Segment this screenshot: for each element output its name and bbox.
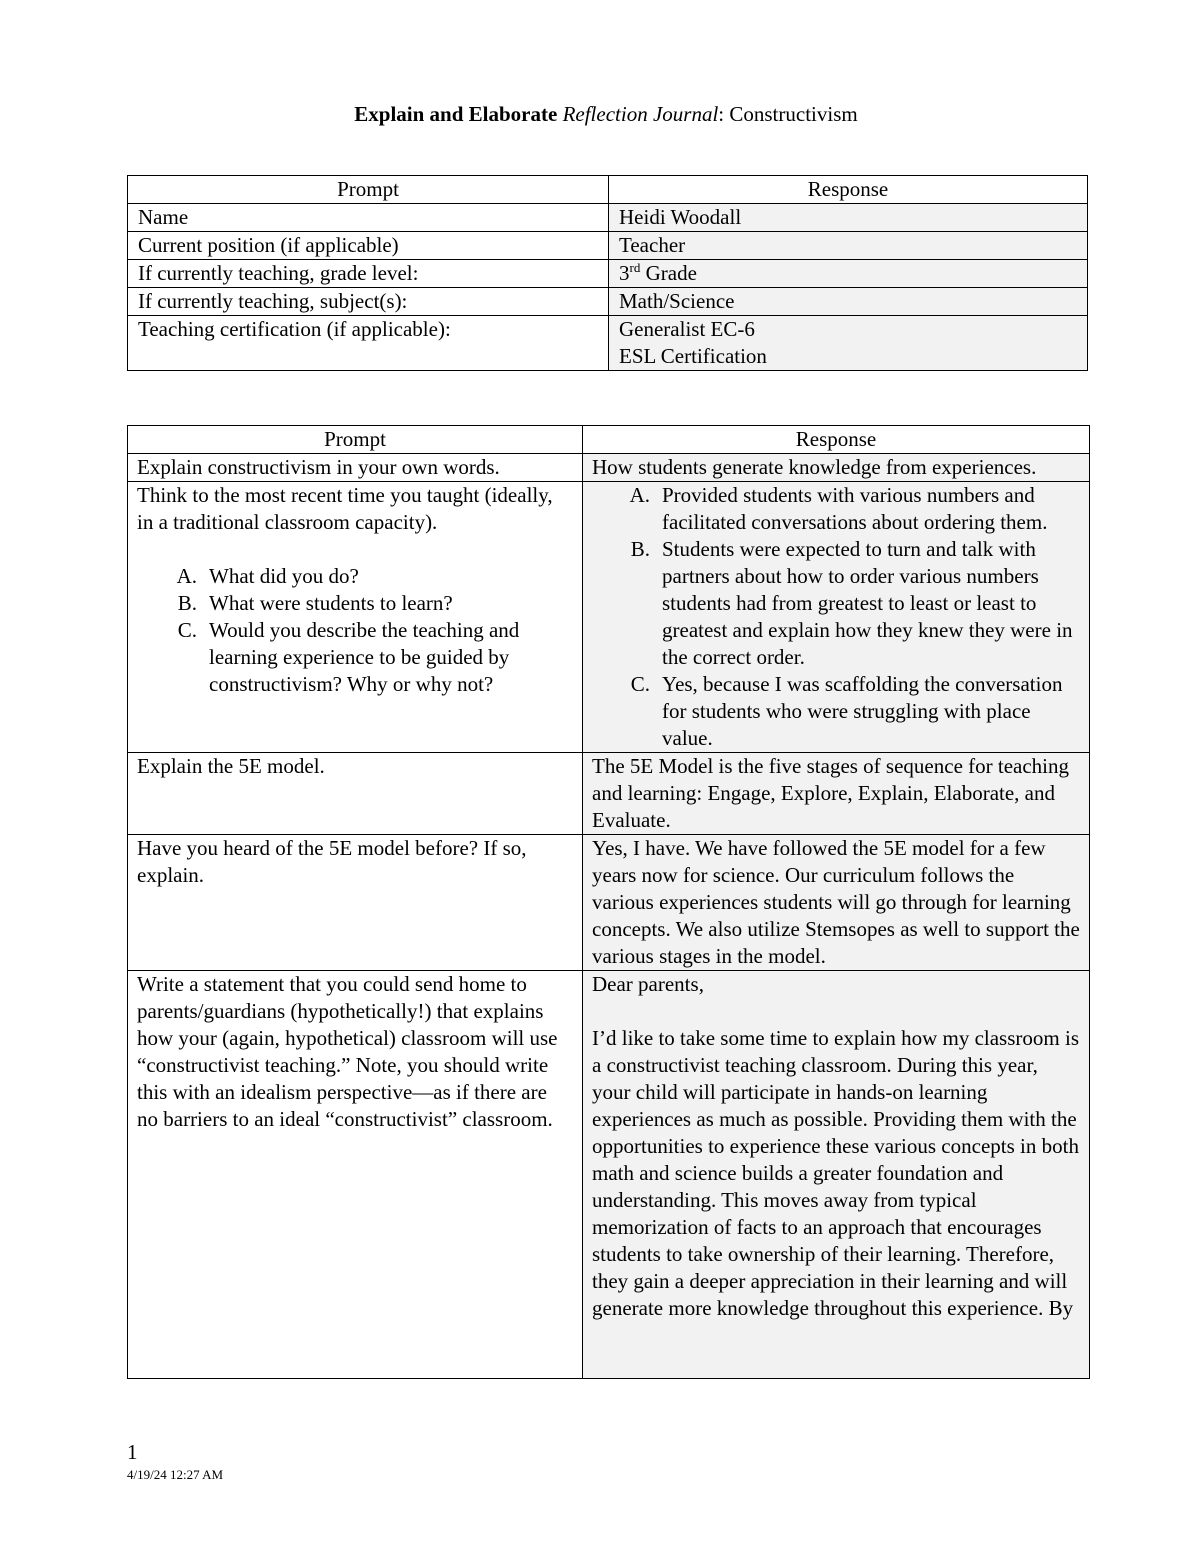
response-cell: Heidi Woodall bbox=[609, 204, 1088, 232]
title-bold: Explain and Elaborate bbox=[354, 102, 558, 126]
page-title bbox=[0, 100, 1200, 128]
grade-number: 3 bbox=[619, 261, 630, 285]
list-text: Yes, because I was scaffolding the conversation for students who were struggling with place value. bbox=[662, 672, 1063, 750]
certification-line: ESL Certification bbox=[619, 344, 767, 368]
reflection-table-header bbox=[128, 426, 1090, 454]
list-marker: B. bbox=[177, 591, 197, 615]
response-list bbox=[592, 482, 1080, 752]
print-timestamp: 4/19/24 12:27 AM bbox=[127, 1467, 224, 1482]
prompt-cell bbox=[128, 482, 583, 753]
prompt-cell: Explain constructivism in your own words. bbox=[128, 454, 583, 482]
table-row bbox=[128, 288, 1088, 316]
table-row bbox=[128, 204, 1088, 232]
list-item bbox=[137, 590, 573, 617]
grade-word: Grade bbox=[640, 261, 697, 285]
response-cell bbox=[609, 316, 1088, 371]
header-response: Response bbox=[609, 176, 1088, 204]
certification-line: Generalist EC-6 bbox=[619, 317, 755, 341]
list-marker: A. bbox=[629, 483, 650, 507]
list-text: Provided students with various numbers and facilitated conversations about ordering them. bbox=[662, 483, 1048, 534]
list-text: What did you do? bbox=[209, 564, 359, 588]
table-row bbox=[128, 232, 1088, 260]
prompt-cell: Have you heard of the 5E model before? If so, explain. bbox=[128, 835, 583, 971]
header-prompt: Prompt bbox=[128, 176, 609, 204]
table-row bbox=[128, 971, 1090, 1379]
grade-suffix: rd bbox=[629, 260, 641, 275]
prompt-cell: Write a statement that you could send home to parents/guardians (hypothetically!) that explains how your (again, hypothetical) classroom will use “constructivist teaching.” Note, you should write this with an idealism perspective—as if there are no barriers to an ideal “constructivist” classroom. bbox=[128, 971, 583, 1379]
list-marker: C. bbox=[630, 672, 650, 696]
reflection-table bbox=[127, 425, 1090, 1379]
response-cell: Math/Science bbox=[609, 288, 1088, 316]
list-item bbox=[592, 482, 1080, 536]
list-item bbox=[592, 536, 1080, 671]
table-row bbox=[128, 835, 1090, 971]
response-cell: The 5E Model is the five stages of sequence for teaching and learning: Engage, Explore, Explain, Elaborate, and Evaluate. bbox=[583, 753, 1090, 835]
header-response: Response bbox=[583, 426, 1090, 454]
title-rest: : Constructivism bbox=[718, 102, 858, 126]
prompt-cell: If currently teaching, grade level: bbox=[128, 260, 609, 288]
list-marker: B. bbox=[630, 537, 650, 561]
response-cell bbox=[583, 482, 1090, 753]
table-row bbox=[128, 454, 1090, 482]
letter-body: I’d like to take some time to explain how my classroom is a constructivist teaching classroom. During this year, your child will participate in hands-on learning experiences as much as possible. Providing them with the opportunities to experience these various concepts in both math and science builds a greater foundation and understanding. This moves away from typical memorization of facts to an approach that encourages students to take ownership of their learning. Therefore, they gain a deeper appreciation in their learning and will generate more knowledge throughout this experience. By bbox=[592, 1026, 1079, 1320]
list-item bbox=[137, 563, 573, 590]
response-cell bbox=[609, 260, 1088, 288]
prompt-cell: Current position (if applicable) bbox=[128, 232, 609, 260]
title-italic: Reflection Journal bbox=[562, 102, 719, 126]
prompt-intro: Think to the most recent time you taught (ideally, in a traditional classroom capacity). bbox=[137, 483, 553, 534]
header-prompt: Prompt bbox=[128, 426, 583, 454]
table-row bbox=[128, 316, 1088, 371]
list-item bbox=[592, 671, 1080, 752]
prompt-cell: Name bbox=[128, 204, 609, 232]
info-table bbox=[127, 175, 1088, 371]
letter-greeting: Dear parents, bbox=[592, 972, 704, 996]
prompt-cell: Explain the 5E model. bbox=[128, 753, 583, 835]
prompt-cell: Teaching certification (if applicable): bbox=[128, 316, 609, 371]
table-row bbox=[128, 482, 1090, 753]
info-table-header bbox=[128, 176, 1088, 204]
list-text: Students were expected to turn and talk with partners about how to order various numbers students had from greatest to least or least to greatest and explain how they knew they were in the correct order. bbox=[662, 537, 1073, 669]
list-item bbox=[137, 617, 573, 698]
prompt-cell: If currently teaching, subject(s): bbox=[128, 288, 609, 316]
table-row bbox=[128, 260, 1088, 288]
response-cell: Yes, I have. We have followed the 5E model for a few years now for science. Our curriculum follows the various experiences students will go through for learning concepts. We also utilize Stemsopes as well to support the various stages in the model. bbox=[583, 835, 1090, 971]
response-cell: Teacher bbox=[609, 232, 1088, 260]
page-number: 1 bbox=[127, 1440, 138, 1464]
list-text: What were students to learn? bbox=[209, 591, 453, 615]
response-cell bbox=[583, 971, 1090, 1379]
list-text: Would you describe the teaching and learning experience to be guided by constructivism? Why or why not? bbox=[209, 618, 520, 696]
list-marker: A. bbox=[176, 564, 197, 588]
response-cell: How students generate knowledge from experiences. bbox=[583, 454, 1090, 482]
list-marker: C. bbox=[177, 618, 197, 642]
table-row bbox=[128, 753, 1090, 835]
prompt-list bbox=[137, 563, 573, 698]
